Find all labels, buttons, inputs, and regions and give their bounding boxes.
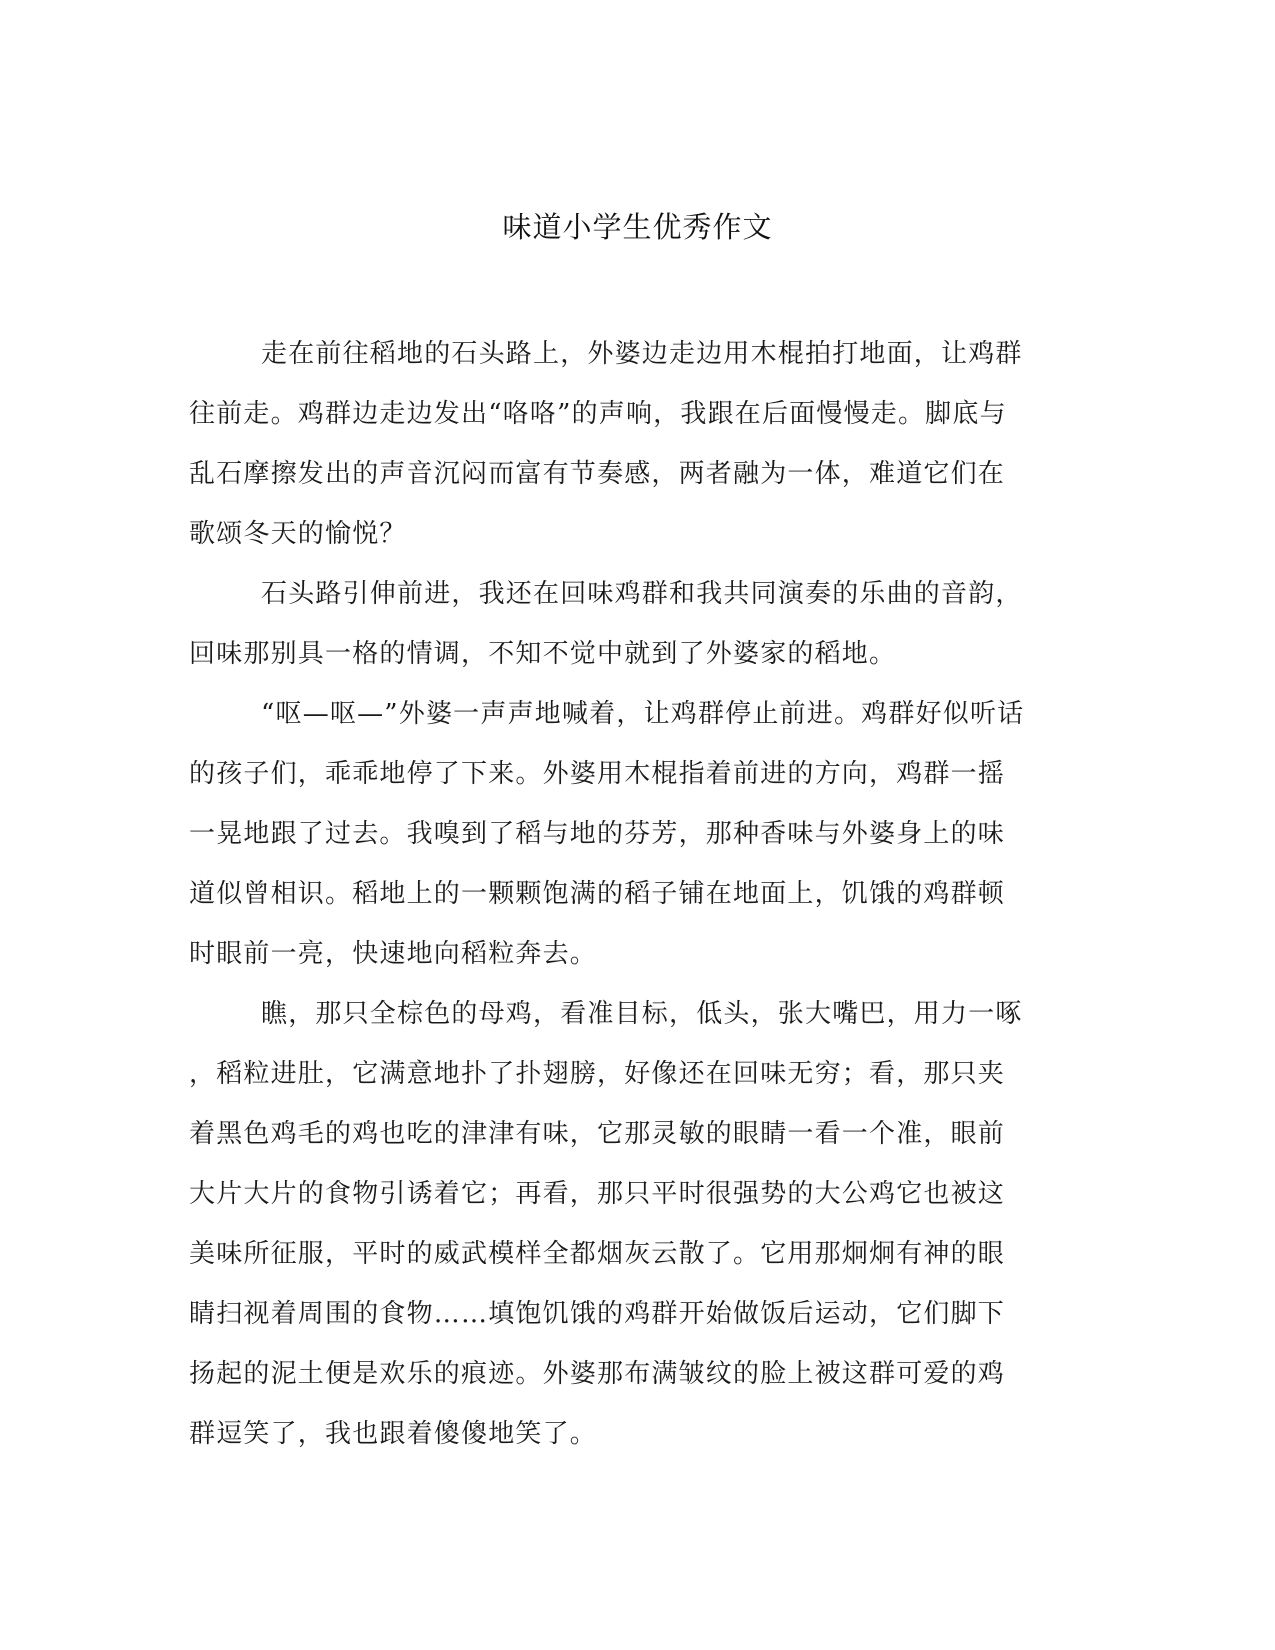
text-line: 石头路引伸前进，我还在回味鸡群和我共同演奏的乐曲的音韵，	[261, 579, 1023, 609]
text-line: ，稻粒进肚，它满意地扑了扑翅膀，好像还在回味无穷；看，那只夹	[189, 1059, 1006, 1089]
text-line: 一晃地跟了过去。我嗅到了稻与地的芬芳，那种香味与外婆身上的味	[189, 819, 1006, 849]
text-line: 美味所征服，平时的威武模样全都烟灰云散了。它用那炯炯有神的眼	[189, 1239, 1006, 1269]
text-line: 往前走。鸡群边走边发出“咯咯”的声响，我跟在后面慢慢走。脚底与	[189, 399, 1007, 429]
text-line: 时眼前一亮，快速地向稻粒奔去。	[189, 939, 598, 969]
document-body	[189, 324, 1069, 1464]
text-line: 回味那别具一格的情调，不知不觉中就到了外婆家的稻地。	[189, 639, 897, 669]
text-line: 道似曾相识。稻地上的一颗颗饱满的稻子铺在地面上，饥饿的鸡群顿	[189, 879, 1006, 909]
text-line: 着黑色鸡毛的鸡也吃的津津有味，它那灵敏的眼睛一看一个准，眼前	[189, 1119, 1006, 1149]
text-line: 睛扫视着周围的食物……填饱饥饿的鸡群开始做饭后运动，它们脚下	[189, 1299, 1006, 1329]
text-line: 群逗笑了，我也跟着傻傻地笑了。	[189, 1419, 598, 1449]
text-line: “呕—呕—”外婆一声声地喊着，让鸡群停止前进。鸡群好似听话	[261, 699, 1025, 729]
text-line: 歌颂冬天的愉悦？	[189, 519, 407, 549]
document-title: 味道小学生优秀作文	[502, 210, 773, 244]
text-line: 乱石摩擦发出的声音沉闷而富有节奏感，两者融为一体，难道它们在	[189, 459, 1006, 489]
text-line: 走在前往稻地的石头路上，外婆边走边用木棍拍打地面，让鸡群	[261, 339, 1023, 369]
text-line: 扬起的泥土便是欢乐的痕迹。外婆那布满皱纹的脸上被这群可爱的鸡	[189, 1359, 1006, 1389]
text-line: 瞧，那只全棕色的母鸡，看准目标，低头，张大嘴巴，用力一啄	[261, 999, 1023, 1029]
text-line: 大片大片的食物引诱着它；再看，那只平时很强势的大公鸡它也被这	[189, 1179, 1006, 1209]
text-line: 的孩子们，乖乖地停了下来。外婆用木棍指着前进的方向，鸡群一摇	[189, 759, 1006, 789]
